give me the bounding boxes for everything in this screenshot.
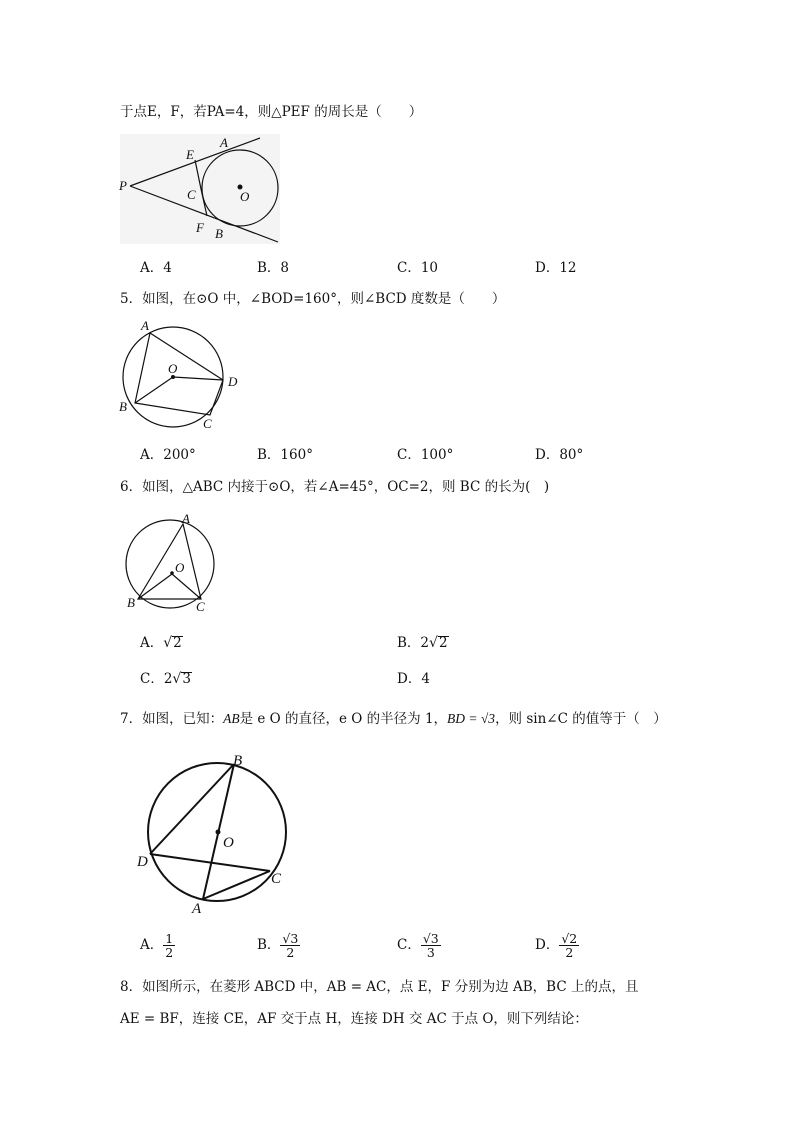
q5-label-o: O [168,361,178,376]
q4-option-c: C．10 [397,260,439,276]
q7-stem-part3: 是 e O 的直径，e O 的半径为 1， [239,711,448,727]
q4-label-b: B [215,226,223,241]
q7-stem-part2: AB [223,711,240,726]
q6-circle [126,520,214,608]
q4-label-o: O [240,189,250,204]
q7-option-a-denominator: 2 [165,945,174,960]
q7-option-b-label: B． [257,937,281,953]
q7-option-d-numerator: √2 [561,931,578,946]
q7-option-d-denominator: 2 [565,945,574,960]
q7-label-c: C [271,871,282,887]
q6-radius-oc [172,574,201,599]
q6-center-dot [170,571,174,575]
q7-label-d: D [137,854,148,870]
q7-stem-part1: 7．如图，已知： [120,711,224,727]
q7-label-b: B [233,753,243,769]
q6-figure [118,512,228,617]
q8-line2: AE = BF，连接 CE，AF 交于点 H，连接 DH 交 AC 于点 O，则下列结论： [120,1011,588,1027]
q7-center-dot [216,830,221,835]
q4-stem: 于点E，F，若PA=4，则△PEF 的周长是（ ） [120,104,423,120]
q6-option-b-prefix: B．2 [397,635,430,651]
q7-option-a-numerator: 1 [165,931,174,946]
q5-option-d: D．80° [535,447,584,463]
q7-option-b [257,932,300,959]
q7-label-a: A [192,901,202,917]
q4-label-p: P [119,178,127,193]
q5-quadrilateral [135,333,223,415]
q7-option-c-fraction [421,932,441,959]
q6-option-d: D．4 [397,671,430,687]
q5-label-c: C [203,416,212,431]
q6-option-b-radicand: 2 [438,635,448,651]
q5-label-a: A [141,318,149,333]
q6-option-c-radicand: 3 [182,671,191,687]
q6-label-b: B [127,595,135,610]
q7-option-d-fraction [559,932,579,959]
q5-label-d: D [228,374,238,389]
radical-icon: √ [429,635,438,651]
q7-option-b-denominator: 2 [286,945,295,960]
q4-option-a: A．4 [140,260,172,276]
q4-label-e: E [186,147,194,162]
q5-label-b: B [119,399,127,414]
q6-triangle [138,524,201,599]
radical-icon: √ [172,671,182,687]
q4-label-f: F [196,220,204,235]
q7-chord-bd [150,764,234,854]
q5-option-a: A．200° [140,447,196,463]
q7-option-d-label: D． [535,937,560,953]
q7-stem [120,710,667,728]
q7-option-c-denominator: 3 [426,945,435,960]
q5-option-b: B．160° [257,447,313,463]
q6-option-c-prefix: C．2 [140,671,173,687]
q6-label-a: A [182,511,190,526]
q6-radius-ob [138,574,172,599]
q7-stem-part5: ，则 sin∠C 的值等于（ ） [495,711,667,727]
q6-label-c: C [196,599,205,614]
q4-label-c: C [187,187,196,202]
q7-option-c-numerator: √3 [422,931,439,946]
q4-label-a: A [220,135,228,150]
q5-option-c: C．100° [397,447,454,463]
q5-radius-od [173,377,223,380]
q5-stem: 5．如图，在⊙O 中，∠BOD=160°，则∠BCD 度数是（ ） [120,291,506,307]
q7-option-b-fraction [280,932,300,959]
q6-label-o: O [175,560,185,575]
q5-radius-ob [135,377,173,403]
q6-option-a-radicand: 2 [173,635,182,651]
q7-option-c-label: C． [397,937,421,953]
q7-figure [130,748,300,920]
q4-option-b: B．8 [257,260,290,276]
q8-line1: 8．如图所示，在菱形 ABCD 中，AB = AC，点 E，F 分别为边 AB，BC 上的点，且 [120,979,639,995]
q6-option-b [397,634,449,652]
q7-option-a-label: A． [140,937,164,953]
q7-stem-part4: BD = √3 [447,711,496,726]
q7-option-a [140,932,175,959]
q4-figure [118,132,283,247]
q5-figure [115,315,245,435]
q6-option-c [140,670,192,688]
q7-label-o: O [223,835,234,851]
q7-option-d [535,932,579,959]
radical-icon: √ [163,635,173,651]
q7-option-c [397,932,441,959]
q6-option-a-prefix: A． [140,635,164,651]
q6-option-a [140,634,183,652]
q7-option-a-fraction [163,932,175,959]
q7-option-b-numerator: √3 [282,931,299,946]
q4-option-d: D．12 [535,260,577,276]
q6-stem: 6．如图，△ABC 内接于⊙O，若∠A=45°，OC=2，则 BC 的长为( ) [120,479,550,495]
